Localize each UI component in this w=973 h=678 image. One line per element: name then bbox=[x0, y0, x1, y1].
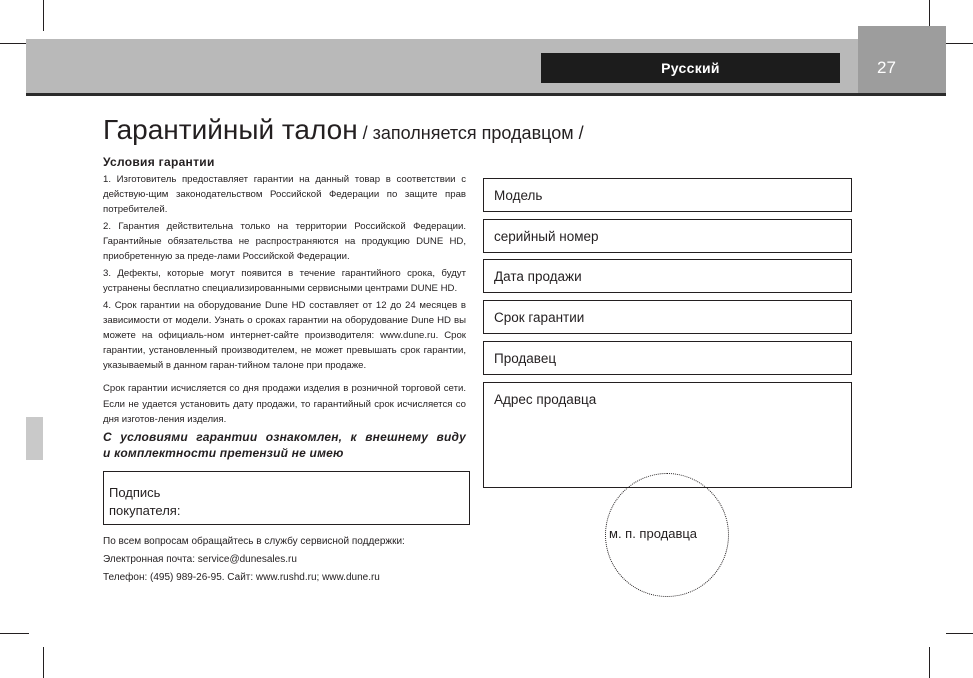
warranty-period-note: Срок гарантии исчисляется со дня продажи изделия в розничной торговой сети. Если не удается установить дату продажи, то гарантийный срок исчисляется со дня изготов-ления изделия. bbox=[103, 383, 466, 425]
support-contacts bbox=[103, 533, 405, 587]
model-field-label: Модель bbox=[494, 188, 543, 203]
acknowledgement-line-2: и комплектности претензий не имею bbox=[103, 445, 344, 460]
crop-mark bbox=[43, 0, 44, 31]
buyer-signature-field[interactable] bbox=[103, 471, 470, 525]
support-email: Электронная почта: service@dunesales.ru bbox=[103, 554, 297, 565]
page-title-sub: / заполняется продавцом / bbox=[357, 123, 584, 143]
seller-field-label: Продавец bbox=[494, 351, 557, 366]
seller-field[interactable] bbox=[483, 341, 852, 375]
crop-mark bbox=[946, 633, 973, 634]
warranty-period-field[interactable] bbox=[483, 300, 852, 334]
language-label: Русский bbox=[661, 60, 720, 76]
crop-mark bbox=[0, 43, 29, 44]
warranty-term-item: 1. Изготовитель предоставляет гарантии на данный товар в соответствии с действую-щим законодательством Российской Федерации по защите прав потребителей. bbox=[103, 174, 466, 215]
signature-label-line-1: Подпись bbox=[109, 485, 161, 500]
language-tab bbox=[541, 53, 840, 83]
sale-date-field[interactable] bbox=[483, 259, 852, 293]
seller-address-field-label: Адрес продавца bbox=[494, 392, 597, 407]
warranty-terms-heading: Условия гарантии bbox=[103, 155, 215, 169]
support-phone-site: Телефон: (495) 989-26-95. Сайт: www.rushd.ru; www.dune.ru bbox=[103, 572, 380, 583]
warranty-period-field-label: Срок гарантии bbox=[494, 310, 585, 325]
serial-number-field-label: серийный номер bbox=[494, 229, 599, 244]
crop-mark bbox=[43, 647, 44, 678]
warranty-term-item: 2. Гарантия действительна только на территории Российской Федерации. Гарантийные обязательства не распространяются на продукцию DUNE HD, приобретенную за преде-лами Российской Федерации. bbox=[103, 221, 466, 262]
side-tab-marker bbox=[26, 417, 43, 460]
warranty-terms-list bbox=[103, 172, 466, 375]
crop-mark bbox=[929, 647, 930, 678]
acknowledgement-line-1: С условиями гарантии ознакомлен, к внешнему виду bbox=[103, 430, 466, 444]
sale-date-field-label: Дата продажи bbox=[494, 269, 582, 284]
page-number: 27 bbox=[877, 58, 896, 77]
crop-mark bbox=[946, 43, 973, 44]
crop-mark bbox=[0, 633, 29, 634]
support-contacts-intro: По всем вопросам обращайтесь в службу сервисной поддержки: bbox=[103, 536, 405, 547]
signature-label-line-2: покупателя: bbox=[109, 503, 181, 518]
page-title bbox=[103, 114, 584, 146]
serial-number-field[interactable] bbox=[483, 219, 852, 253]
acknowledgement-text bbox=[103, 430, 466, 461]
page-number-box bbox=[858, 26, 946, 96]
warranty-term-item: 3. Дефекты, которые могут появится в течение гарантийного срока, будут устранены бесплатно специализированными сервисными центрами DUNE HD. bbox=[103, 268, 466, 294]
page-title-main: Гарантийный талон bbox=[103, 114, 358, 145]
seller-stamp-label: м. п. продавца bbox=[609, 526, 698, 541]
warranty-term-item: 4. Срок гарантии на оборудование Dune HD составляет от 12 до 24 месяцев в зависимости от модели. Узнать о сроках гарантии на оборудование Dune HD вы можете на официаль-ном интернет-сайте производителя: www.dune.ru. Срок гарантии, установленный производителем, не может превышать срок гарантии, указываемый в данном гаран-тийном талоне при продаже. bbox=[103, 300, 466, 371]
model-field[interactable] bbox=[483, 178, 852, 212]
